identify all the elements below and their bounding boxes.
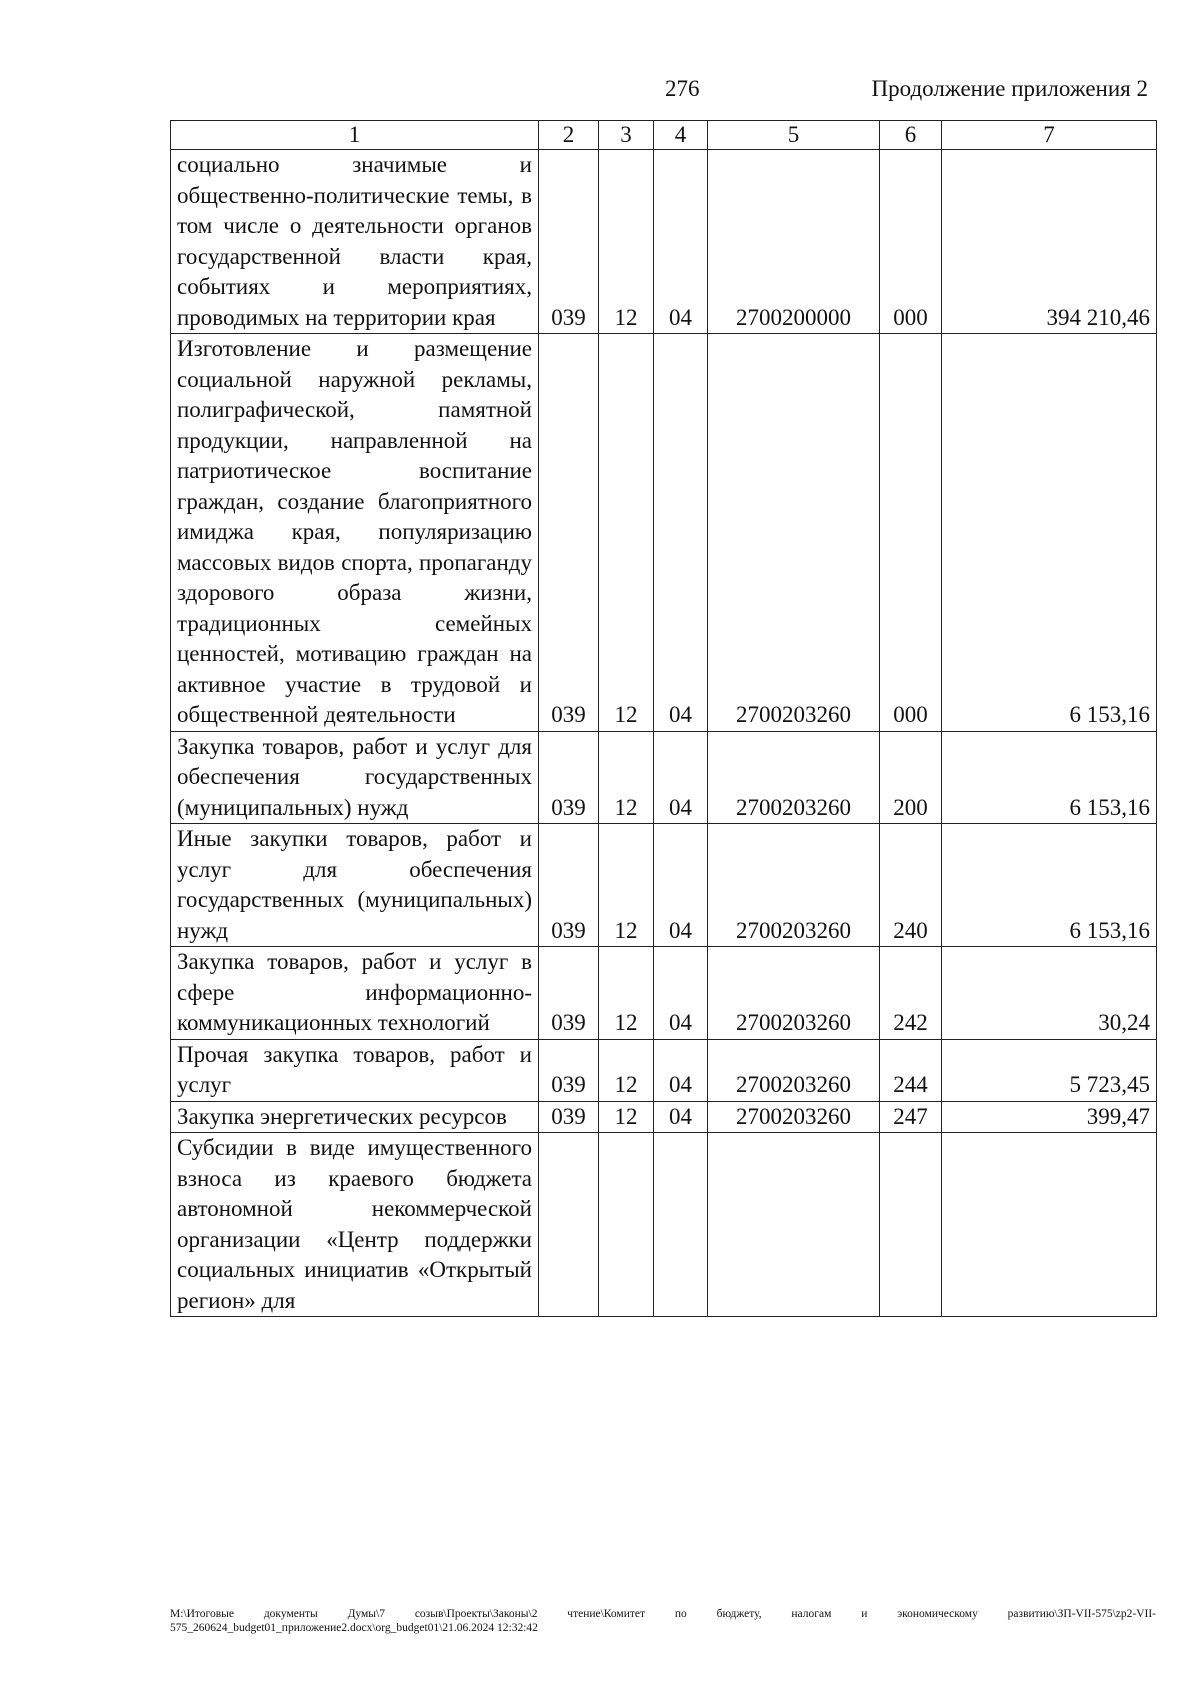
file-path-footer: M:\Итоговые документы Думы\7 созыв\Проекты\Законы\2 чтение\Комитет по бюджету, налогам и экономическому развитию\ЗП-VII-575\zp2-VII-575_260624_budget01_приложение2.docx\org_budget01\21.06.2024 12:32:42 <box>170 1608 1156 1634</box>
row-section: 12 <box>599 1101 654 1133</box>
row-amount: 30,24 <box>942 947 1157 1040</box>
table-row <box>171 947 1157 1040</box>
table-row <box>171 150 1157 334</box>
budget-table <box>170 120 1157 1317</box>
row-expense-type: 240 <box>880 824 942 947</box>
row-name: Изготовление и размещение социальной наружной рекламы, полиграфической, памятной продукции, направленной на патриотическое воспитание граждан, создание благоприятного имиджа края, популяризацию массовых видов спорта, пропаганду здорового образа жизни, традиционных семейных ценностей, мотивацию граждан на активное участие в трудовой и общественной деятельности <box>171 334 539 732</box>
row-admin-code: 039 <box>539 824 599 947</box>
row-subsection: 04 <box>654 150 708 334</box>
row-target-article: 2700203260 <box>708 1039 880 1101</box>
column-header-4: 4 <box>654 121 708 150</box>
row-subsection: 04 <box>654 1039 708 1101</box>
column-header-7: 7 <box>942 121 1157 150</box>
row-section: 12 <box>599 1039 654 1101</box>
row-admin-code: 039 <box>539 1039 599 1101</box>
row-target-article: 2700203260 <box>708 824 880 947</box>
row-name: Закупка энергетических ресурсов <box>171 1101 539 1133</box>
row-admin-code: 039 <box>539 334 599 732</box>
row-subsection: 04 <box>654 731 708 824</box>
row-section: 12 <box>599 947 654 1040</box>
row-expense-type: 000 <box>880 334 942 732</box>
page-number: 276 <box>665 76 700 101</box>
row-amount <box>942 1133 1157 1317</box>
row-target-article <box>708 1133 880 1317</box>
column-header-1: 1 <box>171 121 539 150</box>
row-admin-code: 039 <box>539 150 599 334</box>
table-row <box>171 824 1157 947</box>
row-section <box>599 1133 654 1317</box>
row-expense-type: 247 <box>880 1101 942 1133</box>
row-amount: 394 210,46 <box>942 150 1157 334</box>
row-name: Прочая закупка товаров, работ и услуг <box>171 1039 539 1101</box>
column-header-2: 2 <box>539 121 599 150</box>
row-target-article: 2700203260 <box>708 731 880 824</box>
row-expense-type <box>880 1133 942 1317</box>
row-target-article: 2700203260 <box>708 1101 880 1133</box>
row-expense-type: 000 <box>880 150 942 334</box>
row-section: 12 <box>599 334 654 732</box>
row-amount: 399,47 <box>942 1101 1157 1133</box>
row-subsection: 04 <box>654 947 708 1040</box>
row-name: Закупка товаров, работ и услуг для обеспечения государственных (муниципальных) нужд <box>171 731 539 824</box>
row-amount: 6 153,16 <box>942 334 1157 732</box>
table-row <box>171 1039 1157 1101</box>
row-amount: 6 153,16 <box>942 824 1157 947</box>
column-header-5: 5 <box>708 121 880 150</box>
row-name: Иные закупки товаров, работ и услуг для обеспечения государственных (муниципальных) нужд <box>171 824 539 947</box>
row-subsection: 04 <box>654 824 708 947</box>
row-name: социально значимые и общественно-политические темы, в том числе о деятельности органов государственной власти края, событиях и мероприятиях, проводимых на территории края <box>171 150 539 334</box>
row-admin-code: 039 <box>539 947 599 1040</box>
row-name: Субсидии в виде имущественного взноса из краевого бюджета автономной некоммерческой организации «Центр поддержки социальных инициатив «Открытый регион» для <box>171 1133 539 1317</box>
row-admin-code: 039 <box>539 1101 599 1133</box>
row-subsection: 04 <box>654 334 708 732</box>
table-row <box>171 1133 1157 1317</box>
row-admin-code: 039 <box>539 731 599 824</box>
continuation-caption: Продолжение приложения 2 <box>871 76 1148 101</box>
column-header-6: 6 <box>880 121 942 150</box>
row-admin-code <box>539 1133 599 1317</box>
table-row <box>171 334 1157 732</box>
column-header-3: 3 <box>599 121 654 150</box>
row-target-article: 2700203260 <box>708 334 880 732</box>
row-section: 12 <box>599 731 654 824</box>
row-target-article: 2700203260 <box>708 947 880 1040</box>
row-subsection <box>654 1133 708 1317</box>
row-expense-type: 242 <box>880 947 942 1040</box>
row-name: Закупка товаров, работ и услуг в сфере информационно-коммуникационных технологий <box>171 947 539 1040</box>
row-amount: 6 153,16 <box>942 731 1157 824</box>
row-target-article: 2700200000 <box>708 150 880 334</box>
row-subsection: 04 <box>654 1101 708 1133</box>
table-header-row <box>171 121 1157 150</box>
row-expense-type: 244 <box>880 1039 942 1101</box>
table-row <box>171 1101 1157 1133</box>
row-amount: 5 723,45 <box>942 1039 1157 1101</box>
table-row <box>171 731 1157 824</box>
row-section: 12 <box>599 150 654 334</box>
row-section: 12 <box>599 824 654 947</box>
row-expense-type: 200 <box>880 731 942 824</box>
